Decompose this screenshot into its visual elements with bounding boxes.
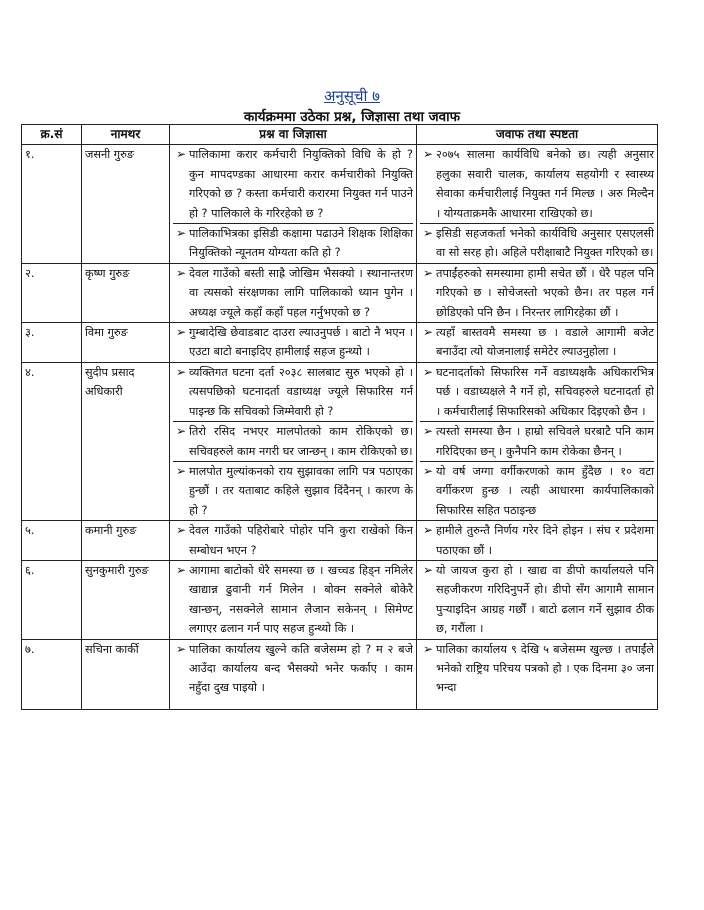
arrow-bullet-icon: ➢	[422, 523, 434, 538]
arrow-bullet-icon: ➢	[422, 147, 434, 162]
arrow-bullet-icon: ➢	[175, 562, 187, 577]
person-name: विमा गुरुङ	[82, 323, 170, 363]
question-cell	[170, 639, 417, 709]
answer-item: ➢ इसिडी सहजकर्ता भनेको कार्यविधि अनुसार एसएलसी वा सो सरह हो। अहिले परीक्षाबाटै नियुक्त गरिएको छ।	[420, 223, 654, 263]
answer-cell	[417, 639, 658, 709]
appendix-title: अनुसूची ७	[324, 87, 380, 105]
arrow-bullet-icon: ➢	[175, 265, 187, 280]
arrow-bullet-icon: ➢	[175, 424, 187, 439]
serial-number: २.	[22, 263, 82, 322]
answer-cell	[417, 145, 658, 263]
arrow-bullet-icon: ➢	[422, 641, 434, 656]
answer-cell	[417, 323, 658, 363]
question-item: ➢ देवल गाउँको बस्ती साह्रै जोखिम भैसक्यो । स्थानान्तरण वा त्यसको संरक्षणका लागि पालिकाको ध्यान पुगेन । अध्यक्ष ज्यूले कहाँ कहाँ पहल गर्नुभएको छ ?	[173, 264, 413, 322]
arrow-bullet-icon: ➢	[175, 463, 187, 478]
question-cell	[170, 560, 417, 639]
question-item: ➢ पालिकाभित्रका इसिडी कक्षामा पढाउने शिक्षक शिक्षिका नियुक्तिको न्यूनतम योग्यता कति हो ?	[173, 223, 413, 263]
table-row	[22, 521, 658, 561]
table-row	[22, 639, 658, 709]
table-row	[22, 560, 658, 639]
qa-table	[21, 124, 658, 710]
arrow-bullet-icon: ➢	[422, 226, 434, 241]
answer-item: ➢ त्यहाँ बास्तवमै समस्या छ । वडाले आगामी बजेट बनाउँदा त्यो योजनालाई समेटेर ल्याउनुहोला ।	[420, 323, 654, 362]
serial-number: १.	[22, 145, 82, 263]
answer-item: ➢ त्यस्तो समस्या छैन । हाम्रो सचिवले घरबाटै पनि काम गरिदिएका छन् । कुनैपनि काम रोकेका छैनन् ।	[420, 421, 654, 461]
answer-item: ➢ हामीले तुरुन्तै निर्णय गरेर दिने होइन । संघ र प्रदेशमा पठाएका छौं ।	[420, 521, 654, 560]
answer-item: ➢ घटनादर्ताको सिफारिस गर्ने वडाध्यक्षकै अधिकारभित्र पर्छ । वडाध्यक्षले नै गर्ने हो, सचिवहरुले घटनादर्ता हो । कर्मचारीलाई सिफारिसको अधिकार दिइएको छैन ।	[420, 363, 654, 421]
header-question: प्रश्न वा जिज्ञासा	[170, 125, 417, 145]
question-cell	[170, 145, 417, 263]
question-item: ➢ देवल गाउँको पहिरोबारे पोहोर पनि कुरा राखेको किन सम्बोधन भएन ?	[173, 521, 413, 560]
header-name: नामथर	[82, 125, 170, 145]
person-name: कमानी गुरुङ	[82, 521, 170, 561]
serial-number: ७.	[22, 639, 82, 709]
answer-cell	[417, 560, 658, 639]
arrow-bullet-icon: ➢	[175, 147, 187, 162]
person-name: जसनी गुरुङ	[82, 145, 170, 263]
answer-cell	[417, 521, 658, 561]
serial-number: ५.	[22, 521, 82, 561]
answer-cell	[417, 362, 658, 520]
question-item: ➢ पालिका कार्यालय खुल्ने कति बजेसम्म हो ? म २ बजे आउँदा कार्यालय बन्द भैसक्यो भनेर फर्काए । काम नहुँदा दुख पाइयो ।	[173, 640, 413, 698]
question-cell	[170, 521, 417, 561]
header-serial: क्र.सं	[22, 125, 82, 145]
answer-cell	[417, 263, 658, 322]
arrow-bullet-icon: ➢	[175, 641, 187, 656]
question-item: ➢ व्यक्तिगत घटना दर्ता २०३८ सालबाट सुरु भएको हो । त्यसपछिको घटनादर्ता वडाध्यक्ष ज्यूले सिफारिस गर्न पाइन्छ कि सचिवको जिम्मेवारी हो ?	[173, 363, 413, 421]
serial-number: ४.	[22, 362, 82, 520]
table-row	[22, 323, 658, 363]
question-item: ➢ आगामा बाटोको धेरै समस्या छ । खच्चड हिड्न नमिलेर खाद्यान्न ढुवानी गर्न मिलेन । बोक्न सक्नेले बोकेरै खान्छन्, नसक्नेले सामान लैजान सकेनन् । सिमेण्ट लगाएर ढलान गर्न पाए सहज हुन्थ्यो कि ।	[173, 561, 413, 639]
answer-item: ➢ २०७५ सालमा कार्यविधि बनेको छ। त्यही अनुसार हलुका सवारी चालक, कार्यालय सहयोगी र स्वास्थ्य सेवाका कर्मचारीलाई नियुक्त गर्न मिल्छ । अरु मिल्दैन । योग्यताक्रमकै आधारमा राखिएको छ।	[420, 145, 654, 223]
arrow-bullet-icon: ➢	[175, 523, 187, 538]
serial-number: ६.	[22, 560, 82, 639]
table-title: कार्यक्रममा उठेका प्रश्न, जिज्ञासा तथा जवाफ	[243, 109, 461, 125]
answer-item: ➢ यो जायज कुरा हो । खाद्य वा डीपो कार्यालयले पनि सहजीकरण गरिदिनुपर्ने हो। डीपो सँग आगामै सामान पुऱ्याइदिन आग्रह गर्छौं । बाटो ढलान गर्ने सुझाव ठीक छ, गरौंला ।	[420, 561, 654, 639]
table-row	[22, 145, 658, 263]
answer-item: ➢ पालिका कार्यालय ९ देखि ५ बजेसम्म खुल्छ । तपाईंले भनेको राष्ट्रिय परिचय पत्रको हो । एक दिनमा ३० जना भन्दा	[420, 640, 654, 698]
arrow-bullet-icon: ➢	[422, 424, 434, 439]
arrow-bullet-icon: ➢	[422, 562, 434, 577]
arrow-bullet-icon: ➢	[422, 325, 434, 340]
arrow-bullet-icon: ➢	[175, 226, 187, 241]
question-cell	[170, 362, 417, 520]
person-name: सुदीप प्रसाद अधिकारी	[82, 362, 170, 520]
question-item: ➢ पालिकामा करार कर्मचारी नियुक्तिको विधि के हो ? कुन मापदण्डका आधारमा करार कर्मचारीको नियुक्ति गरिएको छ ? कस्ता कर्मचारी करारमा नियुक्त गर्न पाउने हो ? पालिकाले के गरिरहेको छ ?	[173, 145, 413, 223]
arrow-bullet-icon: ➢	[175, 325, 187, 340]
arrow-bullet-icon: ➢	[175, 364, 187, 379]
header-row	[22, 125, 658, 145]
question-item: ➢ गुम्बादेखि छेवाडबाट दाउरा ल्याउनुपर्छ । बाटो नै भएन । एउटा बाटो बनाइदिए हामीलाई सहज हुन्थ्यो ।	[173, 323, 413, 362]
question-cell	[170, 323, 417, 363]
answer-item: ➢ तपाईंहरुको समस्यामा हामी सचेत छौं । धेरै पहल पनि गरिएको छ । सोचेजस्तो भएको छैन। तर पहल गर्न छोडिएको पनि छैन । निरन्तर लागिरहेका छौं ।	[420, 264, 654, 322]
header-answer: जवाफ तथा स्पष्टता	[417, 125, 658, 145]
person-name: कृष्ण गुरुङ	[82, 263, 170, 322]
arrow-bullet-icon: ➢	[422, 364, 434, 379]
answer-item: ➢ यो वर्ष जग्गा वर्गीकरणको काम हुँदैछ । १० वटा वर्गीकरण हुन्छ । त्यही आधारमा कार्यपालिकाको सिफारिस सहित पठाइन्छ	[420, 461, 654, 520]
arrow-bullet-icon: ➢	[422, 463, 434, 478]
table-row	[22, 263, 658, 322]
arrow-bullet-icon: ➢	[422, 265, 434, 280]
question-item: ➢ मालपोत मुल्यांकनको राय सुझावका लागि पत्र पठाएका हुन्छौं । तर यताबाट कहिले सुझाव दिंदैनन् । कारण के हो ?	[173, 461, 413, 520]
person-name: सचिना कार्की	[82, 639, 170, 709]
serial-number: ३.	[22, 323, 82, 363]
table-row	[22, 362, 658, 520]
question-item: ➢ तिरो रसिद नभएर मालपोतको काम रोकिएको छ। सचिवहरुले काम नगरी घर जान्छन् । काम रोकिएको छ।	[173, 421, 413, 461]
person-name: सुनकुमारी गुरुङ	[82, 560, 170, 639]
question-cell	[170, 263, 417, 322]
